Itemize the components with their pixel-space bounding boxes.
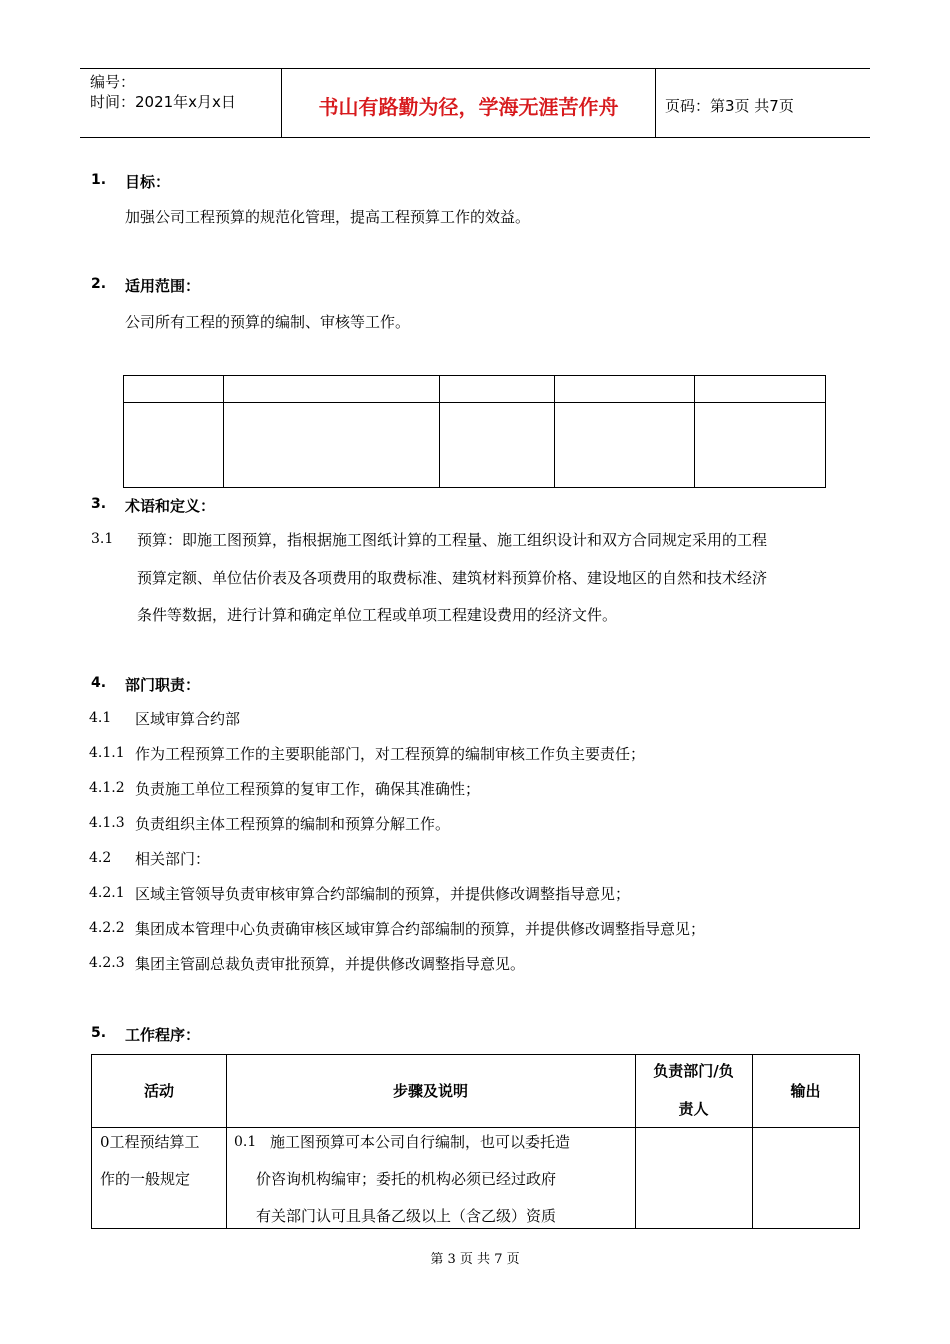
- time-label: 时间：2021年x月x日: [90, 93, 236, 111]
- empty-grid-table: [123, 375, 826, 488]
- section-1-number: 1.: [91, 172, 107, 188]
- header-page-cell: [655, 69, 870, 137]
- step-line: 施工图预算可本公司自行编制，也可以委托造: [270, 1133, 571, 1151]
- activity-line: 作的一般规定: [100, 1170, 191, 1188]
- section-5-number: 5.: [91, 1025, 107, 1041]
- procedure-table: [91, 1054, 860, 1229]
- section-1-body: 加强公司工程预算的规范化管理，提高工程预算工作的效益。: [125, 208, 531, 226]
- section-2-number: 2.: [91, 276, 107, 292]
- section-1-title: 目标：: [125, 173, 171, 191]
- section-2-body: 公司所有工程的预算的编制、审核等工作。: [125, 313, 411, 331]
- list-item-number: 4.2.2: [89, 920, 125, 936]
- list-item: 集团成本管理中心负责确审核区域审算合约部编制的预算，并提供修改调整指导意见；: [135, 920, 706, 938]
- header-activity: 活动: [143, 1082, 174, 1100]
- list-item: 相关部门：: [135, 850, 211, 868]
- grid-col-divider: [694, 376, 695, 487]
- section-3-title: 术语和定义：: [125, 497, 216, 515]
- page-header: [80, 68, 870, 138]
- list-item: 负责组织主体工程预算的编制和预算分解工作。: [135, 815, 451, 833]
- list-item: 区域审算合约部: [135, 710, 241, 728]
- page-number-label: 页码：第3页 共7页: [665, 97, 794, 115]
- header-steps: 步骤及说明: [392, 1082, 468, 1100]
- list-item-number: 4.1.2: [89, 780, 125, 796]
- list-item-number: 4.2.3: [89, 955, 125, 971]
- section-3-number: 3.: [91, 496, 107, 512]
- definition-line: 预算定额、单位估价表及各项费用的取费标准、建筑材料预算价格、建设地区的自然和技术经济: [137, 569, 768, 587]
- grid-row-divider: [124, 402, 825, 403]
- step-line: 有关部门认可且具备乙级以上（含乙级）资质: [256, 1207, 557, 1225]
- activity-line: 0工程预结算工: [100, 1133, 200, 1151]
- grid-col-divider: [439, 376, 440, 487]
- list-item: 区域主管领导负责审核审算合约部编制的预算，并提供修改调整指导意见；: [135, 885, 631, 903]
- header-dept-line2: 责人: [678, 1100, 709, 1118]
- section-5-title: 工作程序：: [125, 1026, 201, 1044]
- section-4-number: 4.: [91, 675, 107, 691]
- header-output: 输出: [790, 1082, 821, 1100]
- page-footer: 第 3 页 共 7 页: [430, 1252, 520, 1267]
- definition-line: 条件等数据，进行计算和确定单位工程或单项工程建设费用的经济文件。: [137, 606, 618, 624]
- section-2-title: 适用范围：: [125, 277, 201, 295]
- header-left-cell: [80, 69, 281, 137]
- list-item: 作为工程预算工作的主要职能部门，对工程预算的编制审核工作负主要责任；: [135, 745, 646, 763]
- header-motto: 书山有路勤为径，学海无涯苦作舟: [318, 95, 619, 119]
- list-item: 集团主管副总裁负责审批预算，并提供修改调整指导意见。: [135, 955, 526, 973]
- definition-line: 预算：即施工图预算，指根据施工图纸计算的工程量、施工组织设计和双方合同规定采用的工程: [137, 531, 768, 549]
- list-item-number: 4.2: [89, 850, 112, 866]
- list-item: 负责施工单位工程预算的复审工作，确保其准确性；: [135, 780, 481, 798]
- header-motto-cell: [281, 69, 656, 137]
- step-number: 0.1: [234, 1134, 257, 1150]
- section-4-title: 部门职责：: [125, 676, 201, 694]
- list-item-number: 4.1: [89, 710, 112, 726]
- list-item-number: 4.2.1: [89, 885, 125, 901]
- step-line: 价咨询机构编审；委托的机构必须已经过政府: [256, 1170, 557, 1188]
- code-label: 编号：: [90, 73, 136, 91]
- grid-col-divider: [223, 376, 224, 487]
- list-item-number: 4.1.3: [89, 815, 125, 831]
- list-item-number: 4.1.1: [89, 745, 125, 761]
- header-dept-line1: 负责部门/负: [653, 1062, 734, 1080]
- item-3-1-number: 3.1: [91, 531, 114, 547]
- grid-col-divider: [554, 376, 555, 487]
